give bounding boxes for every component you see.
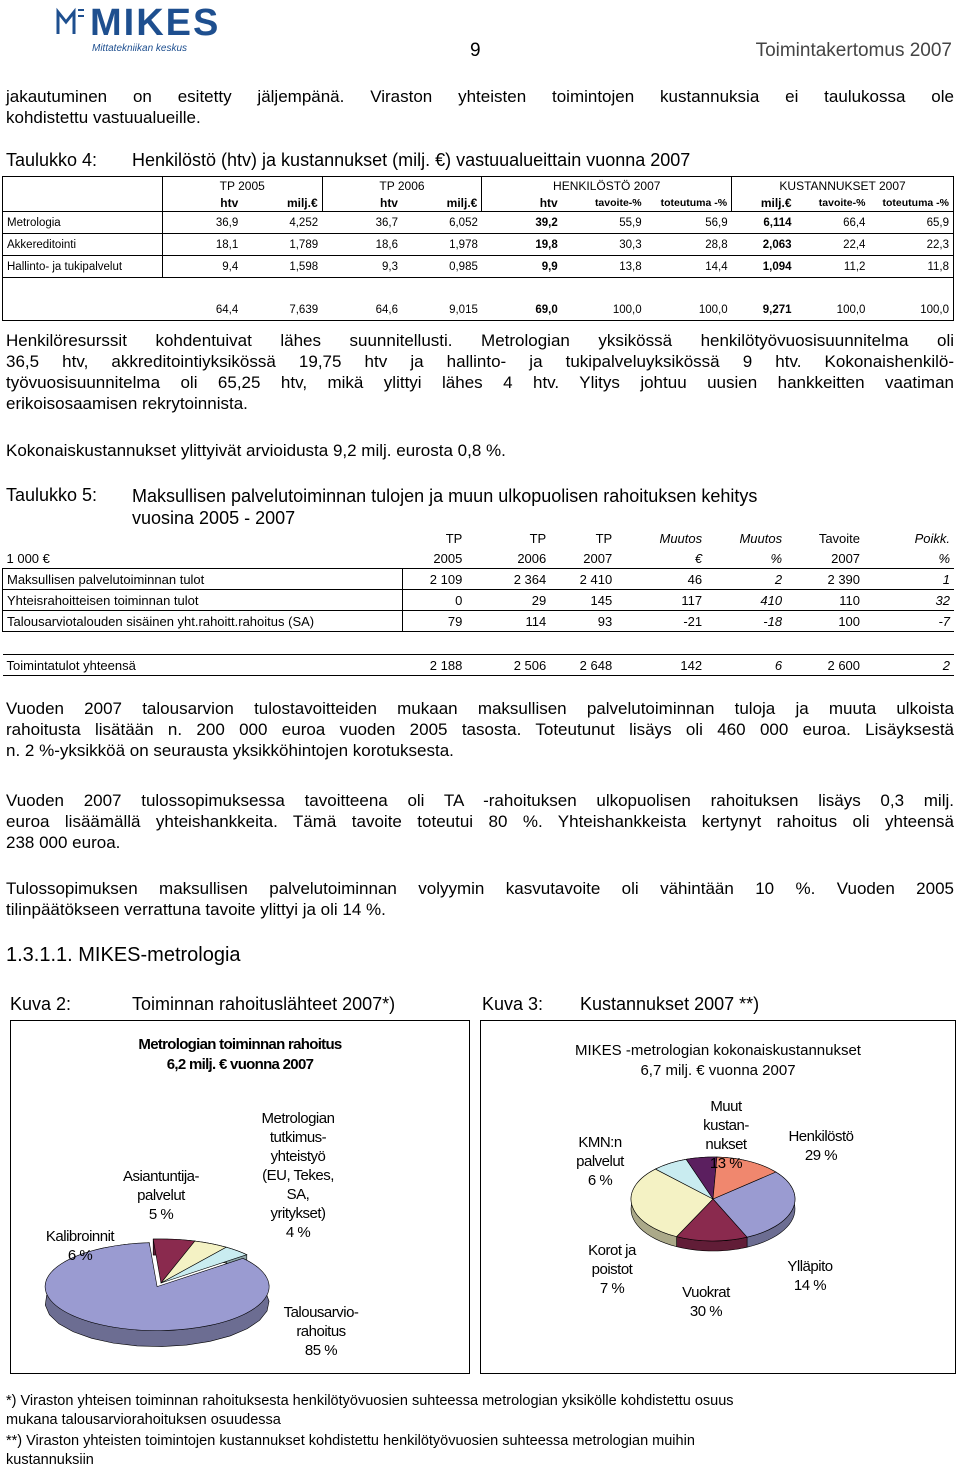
paragraph-line: Vuoden 2007 talousarvion tulostavoitteiden mukaan maksullisen palvelutoiminnan tuloja ja muuta ulkoista	[6, 699, 954, 718]
table5-header: 2005	[402, 548, 466, 569]
logo-text: MIKES	[90, 2, 221, 44]
table4-group-henkilosto: HENKILÖSTÖ 2007	[482, 177, 732, 195]
table4-subheader: htv	[482, 194, 562, 212]
table4-cell: 1,978	[402, 234, 482, 256]
paragraph-line: euroa lisäämällä yhteishankkeita. Tämä tavoite toteutui 80 %. Yhteishankkeista kertynyt rahoitus oli yhteensä	[6, 812, 954, 831]
section-heading: 1.3.1.1. MIKES-metrologia	[6, 944, 241, 966]
chart2-label-kmn-palvelut	[555, 1133, 645, 1190]
table5-cell: 2 410	[550, 569, 616, 590]
table5-header: 2007	[550, 548, 616, 569]
chart2-label-muut-kustannukset	[681, 1097, 771, 1173]
table4-subheader: milj.€	[732, 194, 796, 212]
table4-cell: 1,094	[732, 256, 796, 278]
chart2-label-henkilosto	[771, 1127, 871, 1165]
chart2-label-line: 30 %	[689, 1303, 723, 1320]
chart2-label-line: palvelut	[576, 1153, 624, 1170]
table4-total-cell: 100,0	[562, 299, 646, 321]
mikes-logo	[56, 2, 221, 60]
chart2-label-line: Vuokrat	[682, 1284, 730, 1301]
chart2-label-line: Henkilöstö	[788, 1128, 854, 1145]
table5-row	[3, 590, 955, 611]
page-number: 9	[470, 40, 481, 61]
table4-total-cell: 7,639	[242, 299, 322, 321]
chart-funding-sources	[10, 1020, 470, 1374]
chart1-label-line: 6 %	[67, 1247, 93, 1264]
table4-total-cell: 64,6	[322, 299, 402, 321]
chart1-label-line: Kalibroinnit	[45, 1228, 115, 1245]
chart2-label-line: 13 %	[709, 1155, 743, 1172]
table5-cell: -7	[864, 611, 954, 632]
logo-subtitle: Mittatekniikan keskus	[92, 43, 188, 54]
table4-cell: 6,114	[732, 212, 796, 234]
table4-cell: 56,9	[646, 212, 732, 234]
table4-cell: 66,4	[796, 212, 870, 234]
table5-title-line-2: vuosina 2005 - 2007	[132, 508, 296, 528]
table5-row-name: Talousarviotalouden sisäinen yht.rahoitt.rahoitus (SA)	[3, 611, 403, 632]
chart2-label-korot-ja-poistot	[567, 1241, 657, 1298]
table5-cell: 100	[786, 611, 864, 632]
table4-cell: 13,8	[562, 256, 646, 278]
chart1-label-line: yhteistyö	[270, 1148, 326, 1165]
chart1-label-line: Talousarvio-	[283, 1304, 359, 1321]
table5-cell: 410	[706, 590, 786, 611]
chart2-label-line: Ylläpito	[787, 1258, 833, 1275]
table4-total-cell: 9,015	[402, 299, 482, 321]
table5	[2, 528, 954, 676]
chart1-label-kalibroinnit	[35, 1227, 125, 1265]
table5-header-row-1	[3, 528, 955, 548]
chart1-label-line: palvelut	[137, 1187, 185, 1204]
chart1-label-line: 4 %	[285, 1224, 311, 1241]
document-title: Toimintakertomus 2007	[755, 40, 952, 61]
table4-group-tp2006: TP 2006	[322, 177, 482, 195]
table5-header: TP	[445, 530, 463, 546]
paragraph-tulossopimus	[6, 790, 954, 853]
table5-cell: -18	[706, 611, 786, 632]
table4-cell: 9,3	[322, 256, 402, 278]
table5-total-cell: 142	[616, 655, 706, 676]
table4-subheader-row	[3, 194, 954, 212]
chart2-title-line-2: 6,7 milj. € vuonna 2007	[640, 1062, 796, 1079]
chart1-label-asiantuntijapalvelut	[111, 1167, 211, 1224]
chart2-label-line: 14 %	[793, 1277, 827, 1294]
intro-line-1: jakautuminen on esitetty jäljempänä. Viraston yhteisten toimintojen kustannuksia ei taulukossa ole	[6, 87, 954, 106]
table4-cell: 22,4	[796, 234, 870, 256]
table5-title-line-1: Maksullisen palvelutoiminnan tulojen ja muun ulkopuolisen rahoituksen kehitys	[132, 486, 758, 506]
table4-cell: 9,9	[482, 256, 562, 278]
paragraph-line: n. 2 %-yksikköä on seurausta yksikköhintojen korotuksesta.	[6, 741, 454, 760]
table4-total-cell: 9,271	[732, 299, 796, 321]
table5-title	[132, 485, 757, 529]
table4-row-name: Metrologia	[3, 212, 163, 234]
table4-cell: 1,598	[242, 256, 322, 278]
paragraph-tulostavoitteet	[6, 698, 954, 761]
table4-cell: 14,4	[646, 256, 732, 278]
paragraph-henkiloresurssit	[6, 330, 954, 414]
table5-cell: 0	[402, 590, 466, 611]
chart1-label-line: rahoitus	[296, 1323, 346, 1340]
table5-cell: 2 109	[402, 569, 466, 590]
table4-label: Taulukko 4:	[6, 150, 98, 170]
chart2-label-line: Muut	[710, 1098, 742, 1115]
mikes-logo-mark-icon	[56, 6, 86, 38]
paragraph-line: Tulossopimuksen maksullisen palvelutoiminnan volyymin kasvutavoite oli vähintään 10 %. Vuoden 2005	[6, 879, 954, 898]
figure2-title: Toiminnan rahoituslähteet 2007*)	[132, 994, 396, 1014]
table4-cell: 22,3	[869, 234, 953, 256]
table4-cell: 1,789	[242, 234, 322, 256]
table4-cell: 30,3	[562, 234, 646, 256]
table5-cell: 114	[466, 611, 550, 632]
table4-subheader: milj.€	[242, 194, 322, 212]
table4-subheader: toteutuma -%	[869, 194, 953, 212]
paragraph-line: 238 000 euroa.	[6, 833, 121, 852]
footnote-line: mukana talousarviorahoituksen osuudessa	[6, 1412, 281, 1428]
table4-cell: 36,7	[322, 212, 402, 234]
footnote-line: kustannuksiin	[6, 1452, 94, 1468]
table5-header: %	[864, 548, 954, 569]
table5-header: Muutos	[739, 530, 783, 546]
paragraph-line: 36,5 htv, akkreditointiyksikössä 19,75 htv ja hallinto- ja tukipalveluyksikössä 9 htv. Kokonaishenkilö-	[6, 352, 954, 371]
chart1-label-line: tutkimus-	[269, 1129, 327, 1146]
table4-cell: 65,9	[869, 212, 953, 234]
table4-total-cell: 100,0	[796, 299, 870, 321]
figure3-label: Kuva 3:	[482, 994, 544, 1014]
table4-total-cell: 100,0	[646, 299, 732, 321]
table5-total-cell: 2 506	[466, 655, 550, 676]
table4-cell: 28,8	[646, 234, 732, 256]
table4-cell: 11,8	[869, 256, 953, 278]
figure2-label: Kuva 2:	[10, 994, 72, 1014]
chart1-title-line-1: Metrologian toiminnan rahoitus	[138, 1036, 342, 1053]
table4-cell: 36,9	[162, 212, 242, 234]
chart2-label-vuokrat	[661, 1283, 751, 1321]
table5-header: %	[706, 548, 786, 569]
figure3-title: Kustannukset 2007 **)	[580, 994, 760, 1014]
table4-row-name: Akkereditointi	[3, 234, 163, 256]
chart1-label-line: 85 %	[304, 1342, 338, 1359]
table5-total-cell: 2	[864, 655, 954, 676]
footnote-1	[6, 1392, 734, 1430]
table4-subheader: htv	[162, 194, 242, 212]
table4-cell: 19,8	[482, 234, 562, 256]
paragraph-kasvutavoite	[6, 878, 954, 920]
chart1-label-line: Asiantuntija-	[122, 1168, 200, 1185]
table4-cell: 2,063	[732, 234, 796, 256]
table4-subheader: htv	[322, 194, 402, 212]
table4-row	[3, 256, 954, 278]
table4-group-tp2005: TP 2005	[162, 177, 322, 195]
table5-header: TP	[529, 530, 547, 546]
paragraph-line: rahoitusta lisätään n. 200 000 euroa vuoden 2005 tasosta. Toteutunut lisäys oli 460 000 euroa. Lisäyksestä	[6, 720, 954, 739]
chart1-label-tutkimusyhteistyo	[243, 1109, 353, 1242]
table5-cell: 46	[616, 569, 706, 590]
table5-total-cell: 6	[706, 655, 786, 676]
table4-cell: 18,1	[162, 234, 242, 256]
paragraph-kokonaiskustannukset	[6, 440, 954, 461]
chart2-label-line: 7 %	[599, 1280, 625, 1297]
chart2-label-line: nukset	[705, 1136, 747, 1153]
table4-cell: 55,9	[562, 212, 646, 234]
table4-total-cell: 100,0	[869, 299, 953, 321]
table5-header: 2007	[786, 548, 864, 569]
chart1-label-line: SA,	[286, 1186, 310, 1203]
table5-cell: -21	[616, 611, 706, 632]
paragraph-line: tilinpäätökseen verrattuna tavoite ylittyi ja oli 14 %.	[6, 900, 386, 919]
table5-cell: 2 390	[786, 569, 864, 590]
table4-row	[3, 234, 954, 256]
table5-header: Poikk.	[914, 530, 950, 546]
table4-cell: 39,2	[482, 212, 562, 234]
table5-header: TP	[595, 530, 613, 546]
table5-total-cell: 2 188	[402, 655, 466, 676]
chart-total-costs	[480, 1020, 956, 1374]
table4-subheader: tavoite-%	[562, 194, 646, 212]
table4-cell: 9,4	[162, 256, 242, 278]
chart1-label-talousarviorahoitus	[261, 1303, 381, 1360]
table4-cell: 0,985	[402, 256, 482, 278]
table4-spacer-row	[3, 278, 954, 300]
table5-header: €	[616, 548, 706, 569]
table5-cell: 117	[616, 590, 706, 611]
table4-total-cell: 64,4	[162, 299, 242, 321]
table5-row	[3, 569, 955, 590]
table4-cell: 4,252	[242, 212, 322, 234]
chart2-label-line: 29 %	[804, 1147, 838, 1164]
table5-header: 2006	[466, 548, 550, 569]
table5-cell: 145	[550, 590, 616, 611]
table5-cell: 93	[550, 611, 616, 632]
table5-total-name: Toimintatulot yhteensä	[3, 655, 403, 676]
table5-unit: 1 000 €	[3, 548, 403, 569]
table4-row	[3, 212, 954, 234]
table4-subheader: toteutuma -%	[646, 194, 732, 212]
table4-cell: 18,6	[322, 234, 402, 256]
chart2-label-line: kustan-	[703, 1117, 749, 1134]
table4-cell: 11,2	[796, 256, 870, 278]
table5-header: Tavoite	[818, 530, 861, 546]
table4	[2, 176, 954, 321]
table5-row	[3, 611, 955, 632]
chart2-label-line: poistot	[591, 1261, 633, 1278]
footnote-line: *) Viraston yhteisen toiminnan rahoituksesta henkilötyövuosien suhteessa metrologian yksikölle kohdistettu osuus	[6, 1393, 734, 1409]
table5-label: Taulukko 5:	[6, 485, 98, 505]
table5-spacer-row	[3, 632, 955, 655]
table4-group-row	[3, 177, 954, 195]
chart2-label-line: Korot ja	[588, 1242, 636, 1259]
footnote-2	[6, 1432, 695, 1470]
table5-header-row-2	[3, 548, 955, 569]
intro-line-2: kohdistettu vastuualueille.	[6, 108, 201, 127]
table4-subheader: tavoite-%	[796, 194, 870, 212]
paragraph-line: erikoisosaamisen rekrytoinnista.	[6, 394, 248, 413]
table5-header: Muutos	[659, 530, 703, 546]
table4-row-name: Hallinto- ja tukipalvelut	[3, 256, 163, 278]
table4-cell: 6,052	[402, 212, 482, 234]
table5-total-row	[3, 655, 955, 676]
table5-row-name: Yhteisrahoitteisen toiminnan tulot	[3, 590, 403, 611]
chart1-title-line-2: 6,2 milj. € vuonna 2007	[166, 1056, 314, 1073]
table5-cell: 2	[706, 569, 786, 590]
chart1-pie	[11, 1021, 469, 1373]
table4-total-row	[3, 299, 954, 321]
paragraph-line: Vuoden 2007 tulossopimuksessa tavoitteena oli TA -rahoituksen ulkopuolisen rahoituksen lisäys 0,3 milj.	[6, 791, 954, 810]
intro-paragraph	[6, 86, 954, 128]
table4-subheader: milj.€	[402, 194, 482, 212]
table5-cell: 110	[786, 590, 864, 611]
table4-total-name	[3, 299, 163, 321]
paragraph-line: Kokonaiskustannukset ylittyivät arvioidusta 9,2 milj. eurosta 0,8 %.	[6, 441, 506, 460]
chart1-label-line: yritykset)	[270, 1205, 326, 1222]
table5-cell: 29	[466, 590, 550, 611]
chart1-label-line: Metrologian	[261, 1110, 335, 1127]
chart1-label-line: (EU, Tekes,	[262, 1167, 334, 1184]
table5-total-cell: 2 600	[786, 655, 864, 676]
chart2-label-line: 6 %	[587, 1172, 613, 1189]
paragraph-line: työvuosisuunnitelma oli 65,25 htv, mikä ylittyi lähes 4 htv. Ylitys johtuu uusien hankkeitten vaatiman	[6, 373, 954, 392]
table5-cell: 1	[864, 569, 954, 590]
chart2-label-line: KMN:n	[578, 1134, 622, 1151]
table5-cell: 79	[402, 611, 466, 632]
table5-cell: 32	[864, 590, 954, 611]
chart2-label-yllapito	[765, 1257, 855, 1295]
chart2-title-line-1: MIKES -metrologian kokonaiskustannukset	[575, 1042, 861, 1059]
table4-group-kustannukset: KUSTANNUKSET 2007	[732, 177, 954, 195]
table4-total-cell: 69,0	[482, 299, 562, 321]
table4-title: Henkilöstö (htv) ja kustannukset (milj. €) vastuualueittain vuonna 2007	[132, 150, 691, 170]
footnote-line: **) Viraston yhteisten toimintojen kustannukset kohdistettu henkilötyövuosien suhteessa metrologian muihin	[6, 1433, 695, 1449]
paragraph-line: Henkilöresurssit kohdentuivat lähes suunnitellusti. Metrologian yksikössä henkilötyövuosisuunnitelma oli	[6, 331, 954, 350]
table5-cell: 2 364	[466, 569, 550, 590]
table5-row-name: Maksullisen palvelutoiminnan tulot	[3, 569, 403, 590]
table5-total-cell: 2 648	[550, 655, 616, 676]
chart1-label-line: 5 %	[148, 1206, 174, 1223]
